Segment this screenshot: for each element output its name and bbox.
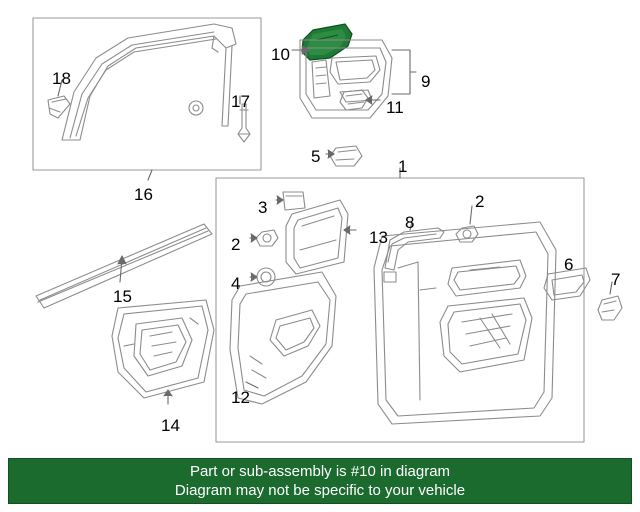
callout-11: 11 [386,98,404,117]
callout-10: 10 [271,45,290,64]
highlighted-part-10 [302,24,352,60]
callout-16: 16 [134,185,153,204]
callout-6: 6 [564,255,574,274]
callout-12: 12 [231,388,250,407]
callout-1: 1 [398,157,408,176]
callout-3: 3 [258,198,268,217]
callout-2-left: 2 [231,235,241,254]
callout-2-upper-right: 2 [475,192,485,211]
callout-13: 13 [369,228,388,247]
callout-15: 15 [113,287,132,306]
part-notice-line-1: Part or sub-assembly is #10 in diagram [189,463,451,480]
callout-4: 4 [231,274,241,293]
callout-17: 17 [231,92,250,111]
callout-8: 8 [405,213,415,232]
part-notice-banner [8,458,632,504]
callout-18: 18 [52,69,71,88]
callout-5: 5 [311,147,321,166]
part-notice-line-2: Diagram may not be specific to your vehicle [174,482,466,499]
callout-9: 9 [421,72,431,91]
callout-7: 7 [611,270,621,289]
callout-14: 14 [161,416,180,435]
